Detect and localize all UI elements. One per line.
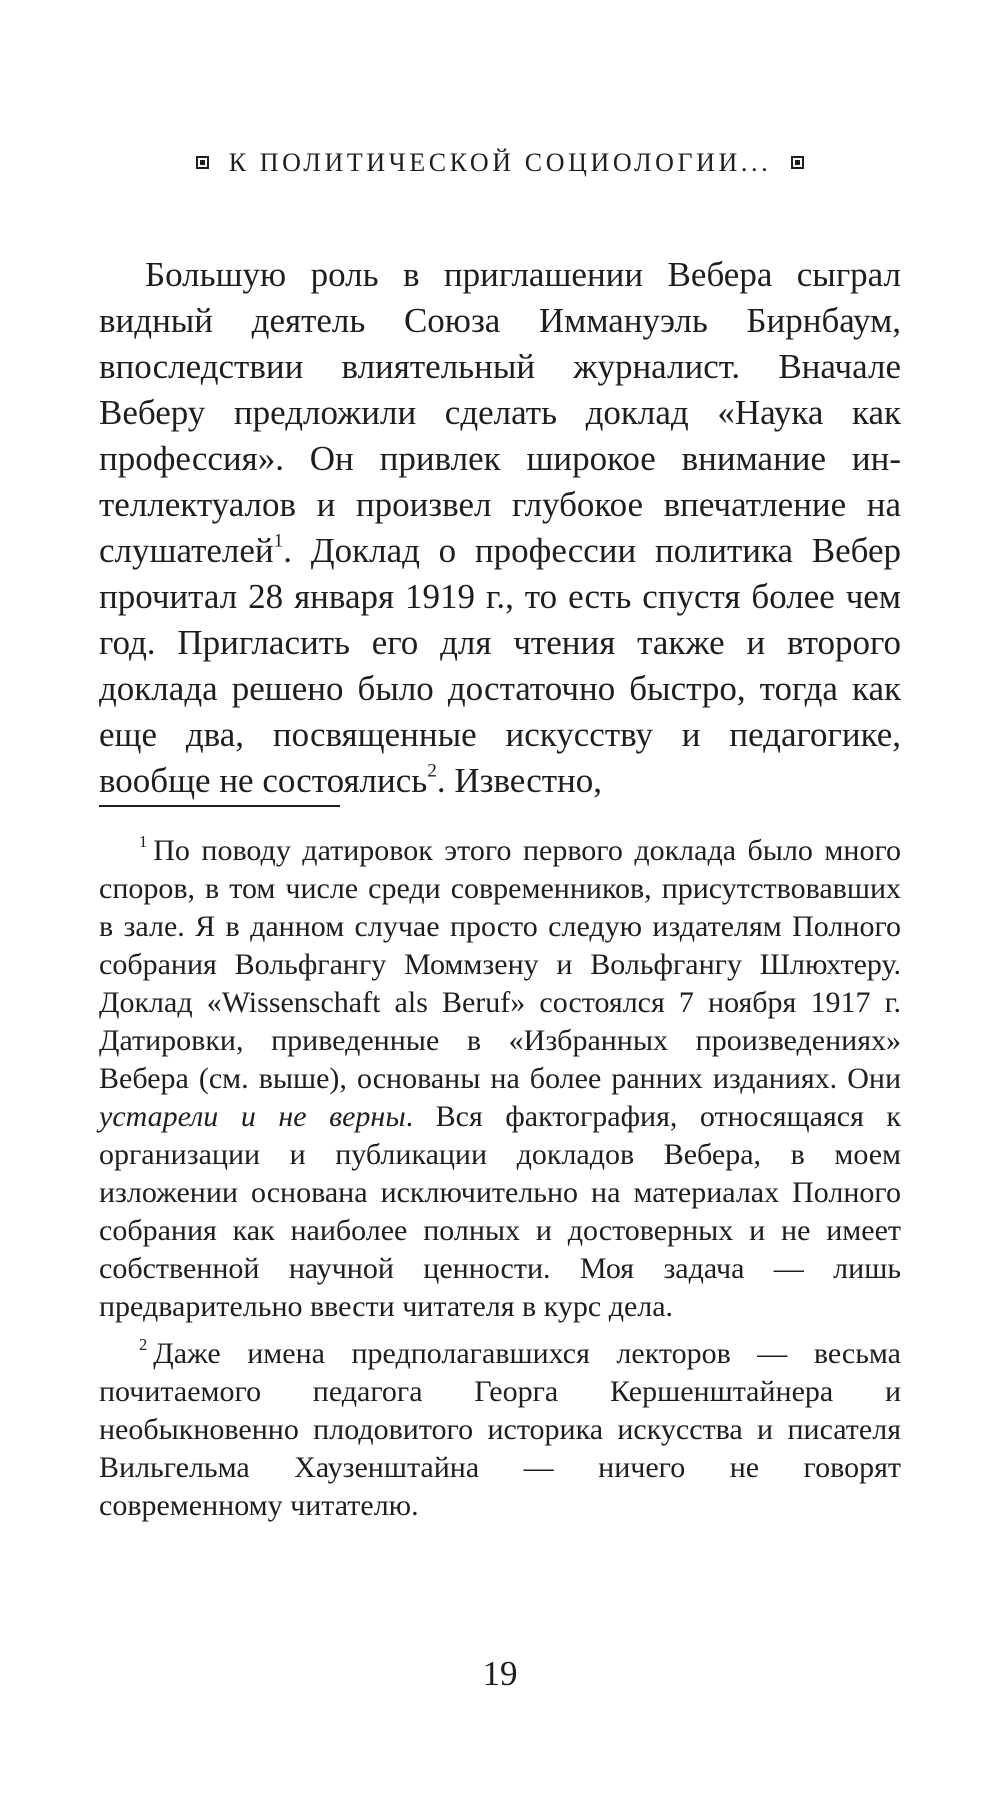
footnote-1 [99,832,901,1326]
footnote-text: Даже имена предполагавшихся лекторов — весьма почитаемого педагога Георга Кершенштайнера и необыкновенно плодовитого историка искусства и писателя Вильгельма Хаузенштайна — ничего не говорят современному читателю. [99,1337,901,1522]
page-number: 19 [482,1654,518,1693]
footnote-text: . Вся фактография, относящаяся к организации и публикации докладов Вебера, в моем изложении основана исключительно на материалах Полного собрания как наиболее полных и достоверных и не имеет собственной научной ценности. Моя задача — лишь предварительно ввести читателя в курс дела. [99,1100,901,1323]
paragraph-text: . Известно, [436,761,603,800]
square-ornament-icon [791,156,804,169]
footnotes [99,832,901,1534]
footnote-reference-1: 1 [273,530,284,552]
footnote-number: 2 [139,1334,148,1354]
square-ornament-icon [196,156,209,169]
footnote-divider [99,805,340,807]
running-head-title: К ПОЛИТИЧЕСКОЙ СОЦИОЛОГИИ... [228,148,772,177]
footnote-reference-2: 2 [427,760,437,782]
footnote-emphasis: устарели и не верны [99,1100,406,1133]
paragraph [99,252,901,804]
footnote-text: По поводу датировок этого первого доклада было много споров, в том числе среди современников, присутствовавших в зале. Я в данном случае просто следую издателям Полного собрания Вольфгангу Моммзену и Вольфгангу Шлюхтеру. Доклад «Wissenschaft als Beruf» состоялся 7 ноября 1917 г. Датировки, приведенные в «Избранных произведениях» Вебера (см. выше), основаны на более ранних изданиях. Они [99,834,901,1095]
paragraph-text: Большую роль в приглашении Вебера сыграл видный деятель Союза Иммануэль Бирнбаум, впоследствии влиятельный журналист. Вначале Веберу предложили сделать доклад «Наука как профессия». Он привлек широкое внимание интеллектуалов и произвел глубокое впечатление на слушателей [99,255,901,570]
footnote-2 [99,1335,901,1525]
main-text [99,252,901,804]
paragraph-text: . Доклад о профессии политика Вебер прочитал 28 января 1919 г., то есть спустя более чем год. Пригласить его для чтения также и второго доклада решено было достаточно быстро, тогда как еще два, посвященные искусству и педагогике, вообще не состоялись [99,531,901,800]
running-head [0,143,1000,183]
footnote-number: 1 [139,831,148,851]
